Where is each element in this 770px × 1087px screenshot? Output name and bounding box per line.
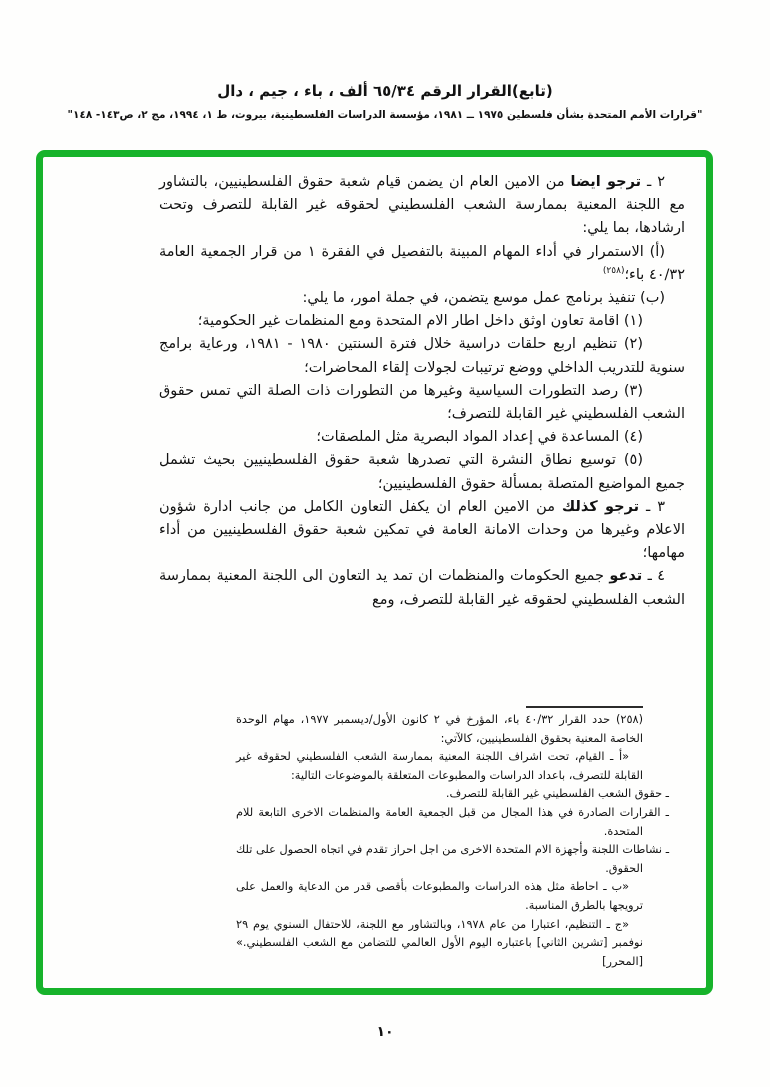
- paragraph-text: ٣ ـ: [639, 498, 666, 515]
- body-paragraph: [159, 171, 685, 241]
- body-paragraph: [159, 333, 685, 379]
- page-header: [0, 82, 770, 121]
- resolution-title: (تابع)القرار الرقم ٦٥/٣٤ ألف ، باء ، جيم ، دال: [217, 82, 553, 100]
- paragraph-text: (٥) توسيع نطاق النشرة التي تصدرها شعبة حقوق الفلسطينيين بحيث تشمل جميع المواضيع المتصلة بمسألة حقوق الفلسطينيين؛: [159, 452, 685, 492]
- page-number: ١٠: [376, 1024, 394, 1040]
- paragraph-text: ٤ ـ: [642, 568, 665, 585]
- paragraph-text: ترجو كذلك: [561, 498, 640, 515]
- paragraph-text: من الامين العام ان يكفل التعاون الكامل من جانب ادارة شؤون الاعلام وغيرها من وحدات الامانة العامة في تمكين شعبة حقوق الفلسطينيين من أداء مهامها؛: [159, 498, 685, 562]
- paragraph-text: (٣) رصد التطورات السياسية وغيرها من التطورات ذات الصلة التي تمس حقوق الشعب الفلسطيني غير القابلة للتصرف؛: [159, 382, 685, 423]
- body-paragraph: [159, 287, 685, 310]
- footnote-paragraph: ـ نشاطات اللجنة وأجهزة الام المتحدة الاخرى من اجل احراز تقدم في اتجاه الحصول على تلك الحقوق.: [236, 843, 669, 875]
- paragraph-text: (ب) تنفيذ برنامج عمل موسع يتضمن، في جملة امور، ما يلي:: [302, 290, 665, 307]
- footnote-paragraph: «أ ـ القيام، تحت اشراف اللجنة المعنية بممارسة الشعب الفلسطيني لحقوقه غير القابلة للتصرف، باعداد الدراسات والمطبوعات المتعلقة بالموضوعات التالية:: [236, 750, 643, 782]
- body-paragraph: [159, 426, 685, 449]
- footnote-separator: [526, 706, 643, 708]
- body-paragraph: [159, 380, 685, 426]
- footnote-paragraph: ـ حقوق الشعب الفلسطيني غير القابلة للتصرف.: [445, 787, 669, 801]
- body-paragraph: [159, 449, 685, 495]
- footnote-reference: (٢٥٨): [602, 265, 625, 276]
- paragraph-text: ٢ ـ: [641, 174, 666, 190]
- body-text: [159, 171, 685, 612]
- body-paragraph: [159, 241, 685, 287]
- source-citation: "قرارات الأمم المتحدة بشأن فلسطين ١٩٧٥ ــ ١٩٨١، مؤسسة الدراسات الفلسطينية، بيروت، ط ١، ١٩٩٤، مج ٢، ص١٤٣- ١٤٨": [67, 109, 703, 121]
- paragraph-text: (١) اقامة تعاون اوثق داخل اطار الام المتحدة ومع المنظمات غير الحكومية؛: [197, 313, 643, 330]
- paragraph-text: (أ) الاستمرار في أداء المهام المبينة بالتفصيل في الفقرة ١ من قرار الجمعية العامة ٤٠/٣٢ باء؛: [159, 243, 685, 283]
- paragraph-text: ترجو ايضا: [570, 174, 642, 190]
- footnote-paragraph: ـ القرارات الصادرة في هذا المجال من قبل الجمعية العامة والمنظمات الاخرى التابعة للام المتحدة.: [236, 805, 669, 838]
- body-paragraph: [159, 496, 685, 566]
- body-paragraph: [159, 310, 685, 333]
- paragraph-text: (٢) تنظيم اربع حلقات دراسية خلال فترة السنتين ١٩٨٠ - ١٩٨١، ورعاية برامج سنوية للتدريب الداخلي ووضع ترتيبات لجولات إلقاء المحاضرات؛: [159, 336, 685, 376]
- paragraph-text: من الامين العام ان يضمن قيام شعبة حقوق الفلسطينيين، بالتشاور مع اللجنة المعنية بممارسة الشعب الفلسطيني لحقوقه غير القابلة للتصرف وتحت ارشادها، بما يلي:: [159, 174, 685, 237]
- body-paragraph: [159, 565, 685, 611]
- footnote-paragraph: «ج ـ التنظيم، اعتبارا من عام ١٩٧٨، وبالتشاور مع اللجنة، للاحتفال السنوي يوم ٢٩ نوفمبر [تشرين الثاني] باعتباره اليوم الأول العالمي للتضامن مع الشعب الفلسطيني.» [المحرر]: [236, 917, 643, 968]
- paragraph-text: جميع الحكومات والمنظمات ان تمد يد التعاون الى اللجنة المعنية بممارسة الشعب الفلسطيني لحقوقه غير القابلة للتصرف، ومع: [159, 568, 685, 608]
- footnote-block: [236, 711, 669, 971]
- footnote-paragraph: (٢٥٨) حدد القرار ٤٠/٣٢ باء، المؤرخ في ٢ كانون الأول/ديسمبر ١٩٧٧، مهام الوحدة الخاصة المعنية بحقوق الفلسطينيين، كالآتي:: [236, 713, 643, 745]
- footnote-paragraph: «ب ـ احاطة مثل هذه الدراسات والمطبوعات بأقصى قدر من الدعاية والعمل على ترويجها بالطرق المناسبة.: [236, 880, 643, 912]
- paragraph-text: (٤) المساعدة في إعداد المواد البصرية مثل الملصقات؛: [316, 429, 643, 446]
- paragraph-text: تدعو: [609, 568, 643, 585]
